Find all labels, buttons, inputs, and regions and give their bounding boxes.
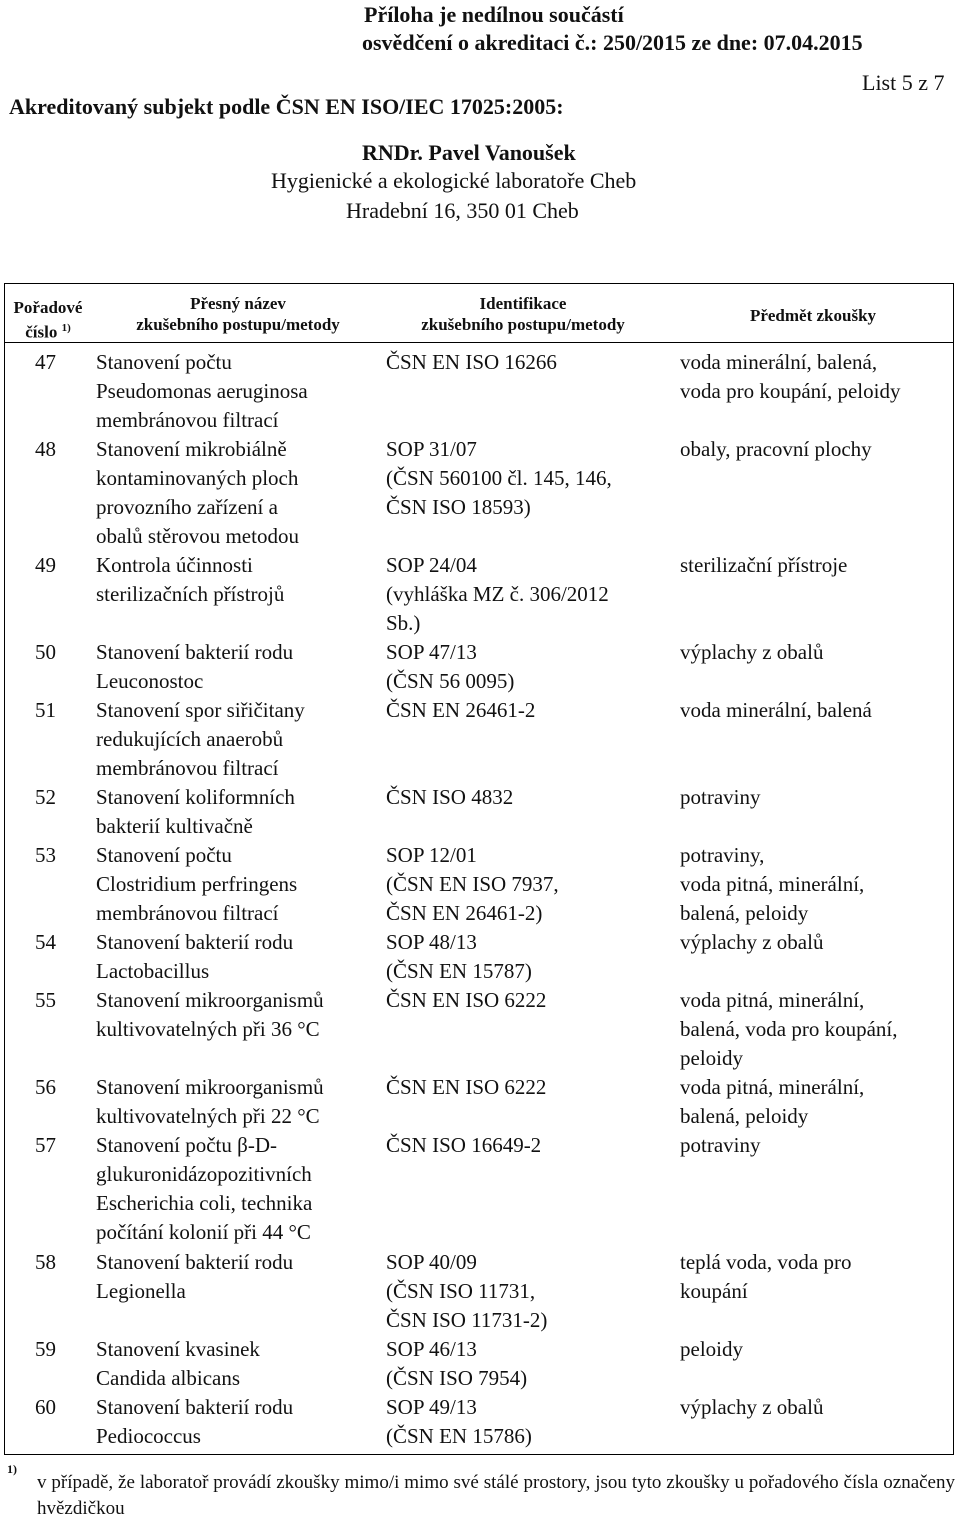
- tests-table: [4, 283, 954, 1455]
- cell-num: 48: [35, 437, 56, 461]
- cell-num: 52: [35, 785, 56, 809]
- cell-obj: [680, 1131, 760, 1160]
- cell-line: výplachy z obalů: [680, 930, 824, 954]
- cell-name: [96, 435, 299, 551]
- cell-line: SOP 40/09: [386, 1250, 477, 1274]
- cell-line: (vyhláška MZ č. 306/2012: [386, 582, 609, 606]
- cell-num: 53: [35, 843, 56, 867]
- cell-line: Stanovení počtu: [96, 350, 232, 374]
- cell-line: ČSN EN 26461-2): [386, 901, 543, 925]
- cell-line: membránovou filtrací: [96, 756, 279, 780]
- accredited-subject-label: Akreditovaný subjekt podle ČSN EN ISO/IEC 17025:2005:: [9, 94, 564, 119]
- cell-id: [386, 348, 557, 377]
- cell-line: potraviny,: [680, 843, 765, 867]
- cell-line: ČSN ISO 16649-2: [386, 1133, 542, 1157]
- annex-note: Příloha je nedílnou součástí: [364, 2, 624, 27]
- laboratory-name: Hygienické a ekologické laboratoře Cheb: [271, 168, 637, 193]
- page-number: List 5 z 7: [862, 70, 945, 95]
- header-method-identification: Identifikace zkušebního postupu/metody: [421, 294, 625, 334]
- cell-line: bakterií kultivačně: [96, 814, 253, 838]
- cell-name: [96, 1073, 324, 1131]
- cell-line: Stanovení spor siřičitany: [96, 698, 305, 722]
- cell-num: 47: [35, 350, 56, 374]
- footnote-mark: 1): [7, 1462, 17, 1476]
- cell-line: (ČSN ISO 7954): [386, 1366, 528, 1390]
- cell-line: balená, peloidy: [680, 1104, 809, 1128]
- cell-line: Stanovení bakterií rodu: [96, 1395, 294, 1419]
- cell-line: Candida albicans: [96, 1366, 241, 1390]
- cell-id: [386, 1073, 546, 1102]
- cell-name: [96, 1248, 293, 1306]
- cell-num: 59: [35, 1337, 56, 1361]
- cell-line: voda pitná, minerální,: [680, 988, 865, 1012]
- cell-id: [386, 551, 609, 638]
- cell-line: Stanovení počtu: [96, 843, 232, 867]
- cell-id: [386, 435, 612, 522]
- cell-line: Pseudomonas aeruginosa: [96, 379, 308, 403]
- cell-line: ČSN EN ISO 6222: [386, 1075, 547, 1099]
- cell-num: 56: [35, 1075, 56, 1099]
- cell-line: membránovou filtrací: [96, 901, 279, 925]
- cell-id: [386, 638, 514, 696]
- cell-id: [386, 1335, 527, 1393]
- cell-name: [96, 783, 295, 841]
- cell-line: sterilizačních přístrojů: [96, 582, 285, 606]
- cell-line: (ČSN 56 0095): [386, 669, 515, 693]
- cell-line: SOP 47/13: [386, 640, 477, 664]
- header-test-object: Předmět zkoušky: [749, 306, 877, 325]
- cell-num: 60: [35, 1395, 56, 1419]
- cell-line: voda pitná, minerální,: [680, 1075, 865, 1099]
- cell-line: koupání: [680, 1279, 748, 1303]
- cell-name: [96, 1335, 260, 1393]
- cell-line: ČSN ISO 11731-2): [386, 1308, 548, 1332]
- laboratory-address: Hradební 16, 350 01 Cheb: [346, 198, 579, 223]
- cell-line: kultivovatelných při 36 °C: [96, 1017, 320, 1041]
- cell-obj: [680, 1335, 743, 1364]
- cell-name: [96, 348, 308, 435]
- cell-line: Stanovení počtu β-D-: [96, 1133, 277, 1157]
- cell-num: 49: [35, 553, 56, 577]
- cell-num: 51: [35, 698, 56, 722]
- cell-num: 58: [35, 1250, 56, 1274]
- cell-line: balená, voda pro koupání,: [680, 1017, 898, 1041]
- cell-name: [96, 928, 293, 986]
- cell-line: výplachy z obalů: [680, 1395, 824, 1419]
- cell-line: voda minerální, balená: [680, 698, 872, 722]
- cell-line: Kontrola účinnosti: [96, 553, 253, 577]
- cell-num: 55: [35, 988, 56, 1012]
- cell-line: výplachy z obalů: [680, 640, 824, 664]
- cell-obj: [680, 986, 898, 1073]
- cell-line: Stanovení mikroorganismů: [96, 988, 324, 1012]
- cell-id: [386, 1393, 532, 1451]
- cell-line: ČSN EN 26461-2: [386, 698, 536, 722]
- cell-name: [96, 638, 293, 696]
- cell-id: [386, 1131, 541, 1160]
- cell-name: [96, 1131, 312, 1247]
- cell-line: voda pro koupání, peloidy: [680, 379, 901, 403]
- cell-obj: [680, 1248, 851, 1306]
- cell-line: glukuronidázopozitivních: [96, 1162, 312, 1186]
- cell-id: [386, 841, 559, 928]
- cell-line: Stanovení kvasinek: [96, 1337, 260, 1361]
- cell-line: potraviny: [680, 785, 761, 809]
- cell-line: Stanovení bakterií rodu: [96, 640, 294, 664]
- cell-obj: [680, 783, 760, 812]
- cell-line: počítání kolonií při 44 °C: [96, 1220, 311, 1244]
- cell-obj: [680, 638, 823, 667]
- cell-line: SOP 24/04: [386, 553, 477, 577]
- cell-line: Leuconostoc: [96, 669, 204, 693]
- header-divider: [5, 342, 953, 343]
- cell-num: 57: [35, 1133, 56, 1157]
- cell-line: ČSN ISO 4832: [386, 785, 514, 809]
- cell-line: voda pitná, minerální,: [680, 872, 865, 896]
- cell-name: [96, 551, 284, 609]
- cell-line: SOP 49/13: [386, 1395, 477, 1419]
- cell-id: [386, 1248, 547, 1335]
- cell-line: Sb.): [386, 611, 421, 635]
- cell-line: peloidy: [680, 1046, 743, 1070]
- cell-obj: [680, 1393, 823, 1422]
- footnote-text: v případě, že laboratoř provádí zkoušky mimo/i mimo své stálé prostory, jsou tyto zkoušky u pořadového čísla označeny hvězdičkou: [37, 1472, 955, 1519]
- cell-line: provozního zařízení a: [96, 495, 278, 519]
- cell-line: Pediococcus: [96, 1424, 201, 1448]
- cell-obj: [680, 551, 847, 580]
- cell-line: voda minerální, balená,: [680, 350, 878, 374]
- cell-line: kultivovatelných při 22 °C: [96, 1104, 320, 1128]
- cell-line: (ČSN 560100 čl. 145, 146,: [386, 466, 612, 490]
- cell-line: ČSN EN ISO 6222: [386, 988, 547, 1012]
- cell-line: Stanovení mikroorganismů: [96, 1075, 324, 1099]
- cell-line: Stanovení mikrobiálně: [96, 437, 287, 461]
- cell-line: Clostridium perfringens: [96, 872, 298, 896]
- cell-obj: [680, 841, 864, 928]
- cell-line: balená, peloidy: [680, 901, 809, 925]
- cell-name: [96, 1393, 293, 1451]
- cell-line: SOP 48/13: [386, 930, 477, 954]
- cell-line: Stanovení koliformních: [96, 785, 295, 809]
- cell-name: [96, 986, 324, 1044]
- cell-obj: [680, 348, 900, 406]
- cell-line: (ČSN EN 15787): [386, 959, 532, 983]
- cell-line: redukujících anaerobů: [96, 727, 284, 751]
- cell-id: [386, 696, 535, 725]
- cell-name: [96, 841, 297, 928]
- cell-obj: [680, 696, 872, 725]
- cell-num: 54: [35, 930, 56, 954]
- cell-line: Legionella: [96, 1279, 186, 1303]
- cell-obj: [680, 1073, 864, 1131]
- header-order-number: Pořadové číslo $^{1)}$: [13, 298, 83, 342]
- cell-line: peloidy: [680, 1337, 743, 1361]
- cell-line: SOP 46/13: [386, 1337, 477, 1361]
- cell-obj: [680, 435, 872, 464]
- cell-obj: [680, 928, 823, 957]
- cell-line: teplá voda, voda pro: [680, 1250, 852, 1274]
- cell-line: Stanovení bakterií rodu: [96, 1250, 294, 1274]
- cell-line: ČSN ISO 18593): [386, 495, 531, 519]
- cell-line: (ČSN EN 15786): [386, 1424, 532, 1448]
- cell-line: Lactobacillus: [96, 959, 210, 983]
- cell-num: 50: [35, 640, 56, 664]
- cell-line: sterilizační přístroje: [680, 553, 848, 577]
- header-method-name: Přesný název zkušebního postupu/metody: [136, 294, 340, 334]
- cell-line: SOP 12/01: [386, 843, 477, 867]
- cell-line: membránovou filtrací: [96, 408, 279, 432]
- cell-id: [386, 986, 546, 1015]
- cell-name: [96, 696, 305, 783]
- cell-id: [386, 783, 513, 812]
- cell-line: SOP 31/07: [386, 437, 477, 461]
- cell-line: Escherichia coli, technika: [96, 1191, 313, 1215]
- cell-line: obaly, pracovní plochy: [680, 437, 872, 461]
- cell-line: kontaminovaných ploch: [96, 466, 299, 490]
- cell-line: Stanovení bakterií rodu: [96, 930, 294, 954]
- cell-line: ČSN EN ISO 16266: [386, 350, 557, 374]
- cell-line: potraviny: [680, 1133, 761, 1157]
- cell-line: (ČSN ISO 11731,: [386, 1279, 536, 1303]
- accreditation-reference: osvědčení o akreditaci č.: 250/2015 ze dne: 07.04.2015: [362, 30, 863, 55]
- subject-name: RNDr. Pavel Vanoušek: [362, 140, 576, 165]
- cell-line: (ČSN EN ISO 7937,: [386, 872, 559, 896]
- cell-id: [386, 928, 532, 986]
- cell-line: obalů stěrovou metodou: [96, 524, 299, 548]
